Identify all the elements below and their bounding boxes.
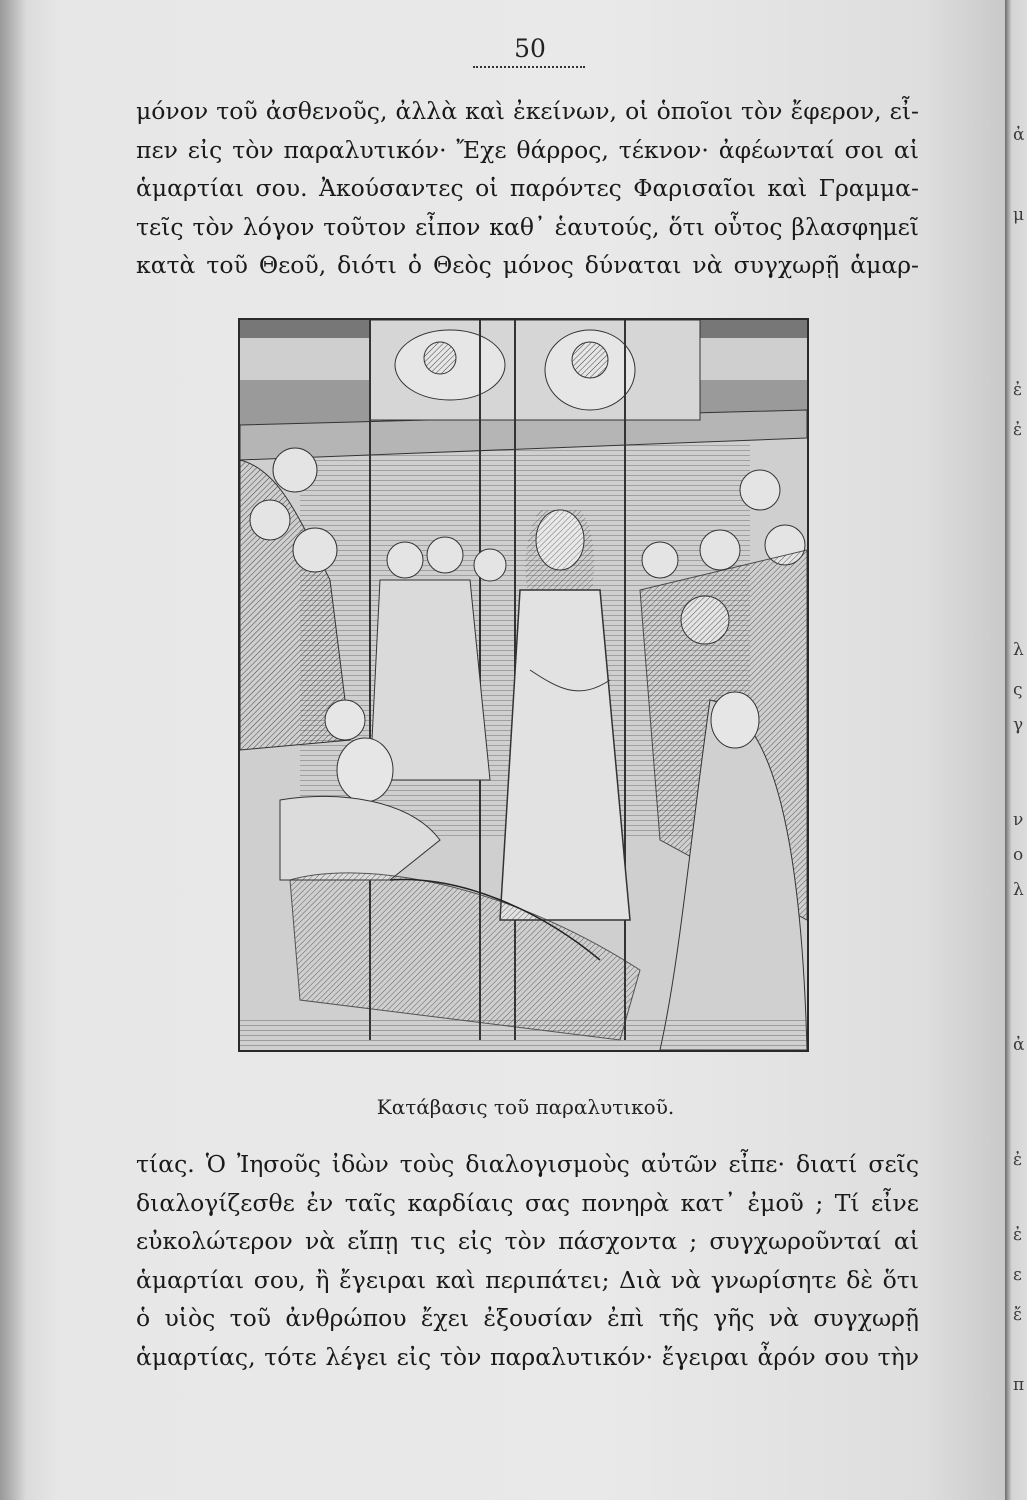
next-page-edge	[1005, 0, 1027, 1500]
text-line: διαλογίζεσθε ἐν ταῖς καρδίαις σας πονηρὰ κατ᾽ ἐμοῦ ; Τί εἶνε	[136, 1188, 919, 1217]
edge-text: ἐ	[1013, 1150, 1023, 1170]
edge-text: ἔ	[1013, 1305, 1023, 1325]
text-line: κατὰ τοῦ Θεοῦ, διότι ὁ Θεὸς μόνος δύναται νὰ συγχωρῇ ἁμαρ-	[136, 251, 919, 279]
figure-caption: Κατάβασις τοῦ παραλυτικοῦ.	[376, 1095, 675, 1119]
text-line: εὐκολώτερον νὰ εἴπῃ τις εἰς τὸν πάσχοντα ; συγχωροῦνταί αἱ	[136, 1227, 919, 1255]
text-line: πεν εἰς τὸν παραλυτικόν· Ἔχε θάρρος, τέκνον· ἀφέωνταί σοι αἱ	[136, 135, 919, 164]
top-paragraph	[136, 92, 919, 285]
edge-text: ἐ	[1013, 380, 1023, 400]
text-line: μόνον τοῦ ἀσθενοῦς, ἀλλὰ καὶ ἐκείνων, οἱ ὁποῖοι τὸν ἔφερον, εἶ-	[136, 97, 919, 125]
edge-text: ν	[1013, 810, 1024, 830]
edge-text: ε	[1013, 1265, 1022, 1285]
text-line: ἁμαρτίαι σου. Ἀκούσαντες οἱ παρόντες Φαρισαῖοι καὶ Γραμμα-	[136, 174, 919, 202]
page-number: 50	[514, 34, 546, 63]
edge-text: π	[1013, 1375, 1025, 1395]
text-line: ὁ υἱὸς τοῦ ἀνθρώπου ἔχει ἐξουσίαν ἐπὶ τῆς γῆς νὰ συγχωρῇ	[136, 1304, 919, 1332]
text-line: ἁμαρτίαι σου, ἢ ἔγειραι καὶ περιπάτει; Διὰ νὰ γνωρίσητε δὲ ὅτι	[136, 1265, 919, 1294]
text-line: τίας. Ὁ Ἰησοῦς ἰδὼν τοὺς διαλογισμοὺς αὐτῶν εἶπε· διατί σεῖς	[136, 1150, 919, 1178]
bottom-paragraph	[136, 1145, 919, 1376]
edge-text: ἀ	[1013, 1035, 1025, 1055]
engraving-icon	[240, 320, 807, 1050]
edge-text: ἐ	[1013, 420, 1023, 440]
edge-text: λ	[1013, 880, 1024, 900]
edge-text: ο	[1013, 845, 1024, 865]
gutter-shadow	[0, 0, 26, 1500]
page-number-rule	[473, 66, 585, 68]
edge-text: ἐ	[1013, 1225, 1023, 1245]
engraving-illustration	[238, 318, 809, 1052]
edge-text: ς	[1013, 680, 1023, 700]
edge-text: ἀ	[1013, 125, 1025, 145]
edge-text: λ	[1013, 640, 1024, 660]
edge-text: γ	[1013, 715, 1024, 735]
edge-text: μ	[1013, 205, 1025, 225]
text-line: ἁμαρτίας, τότε λέγει εἰς τὸν παραλυτικόν· ἔγειραι ἆρόν σου τὴν	[136, 1342, 919, 1371]
text-line: τεῖς τὸν λόγον τοῦτον εἶπον καθ᾽ ἑαυτούς, ὅτι οὗτος βλασφημεῖ	[136, 212, 919, 241]
